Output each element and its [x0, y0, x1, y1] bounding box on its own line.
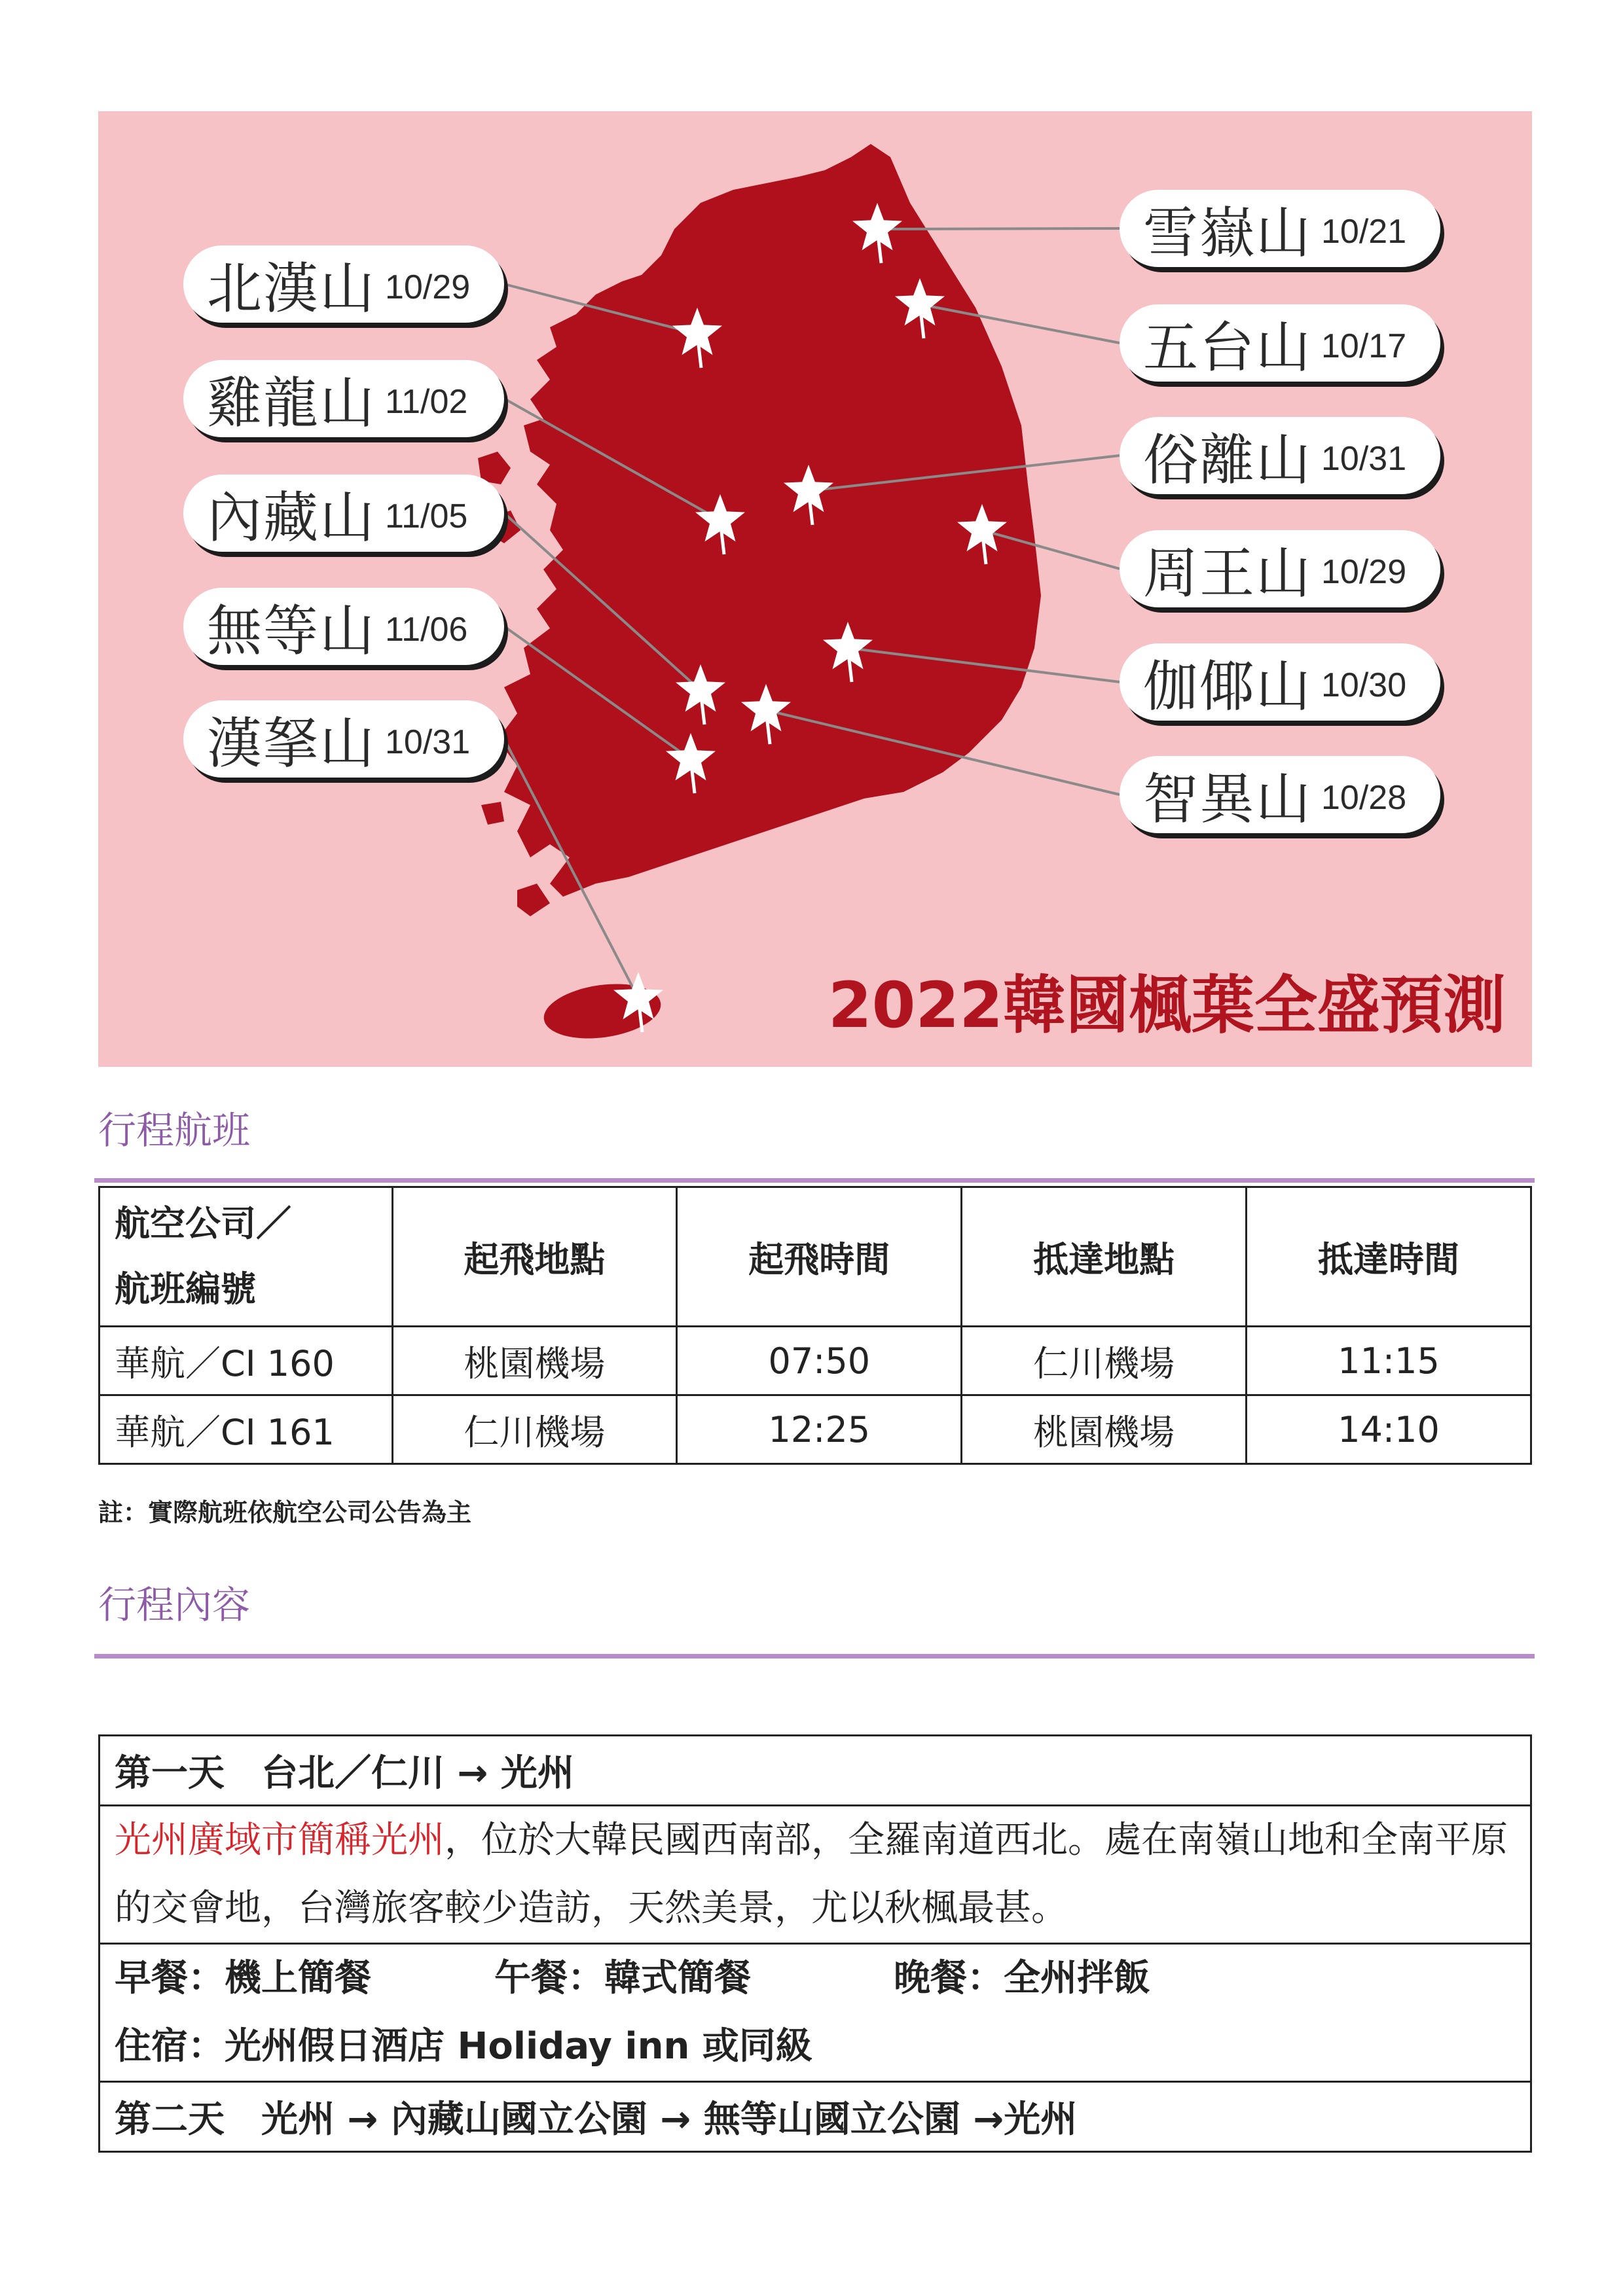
peak-date: 11/02 — [385, 383, 468, 421]
mountain-name: 無等山 — [207, 598, 376, 663]
header-depart-time: 起飛時間 — [677, 1187, 962, 1327]
peak-date: 10/31 — [1321, 440, 1407, 478]
mountain-name: 雞龍山 — [207, 370, 376, 435]
mountain-name: 伽倻山 — [1143, 654, 1313, 719]
peak-date: 10/30 — [1321, 666, 1407, 704]
leader-line — [877, 228, 1120, 229]
mountain-label — [1120, 417, 1440, 494]
mountain-name: 漢拏山 — [207, 711, 376, 776]
itinerary-divider — [94, 1654, 1535, 1659]
mountain-label — [1120, 756, 1440, 833]
day1-meals-row — [100, 1944, 1531, 2082]
mountain-name: 智異山 — [1143, 766, 1313, 831]
header-depart-place: 起飛地點 — [392, 1187, 677, 1327]
mountain-label — [183, 475, 504, 552]
header-arrive-place: 抵達地點 — [962, 1187, 1247, 1327]
cell-airline: 華航／CI 161 — [100, 1395, 393, 1464]
mountain-label — [1120, 530, 1440, 607]
peak-date: 11/05 — [385, 497, 468, 535]
cell-depart-place: 仁川機場 — [392, 1395, 677, 1464]
flights-heading: 行程航班 — [98, 1108, 251, 1153]
cell-depart-place: 桃園機場 — [392, 1327, 677, 1395]
cell-depart-time: 07:50 — [677, 1327, 962, 1395]
header-arrive-time: 抵達時間 — [1247, 1187, 1531, 1327]
day1-description — [100, 1806, 1531, 1944]
day1-meals — [100, 1944, 1531, 2082]
day2-title-row — [100, 2082, 1531, 2152]
table-row — [100, 1327, 1531, 1395]
mountain-label — [183, 245, 504, 323]
cell-arrive-place: 仁川機場 — [962, 1327, 1247, 1395]
itinerary-table — [98, 1734, 1532, 2153]
mountain-name: 五台山 — [1143, 315, 1313, 380]
lodging: 住宿：光州假日酒店 Holiday inn 或同級 — [115, 2025, 812, 2068]
foliage-map-panel — [98, 111, 1532, 1067]
peak-date: 10/17 — [1321, 327, 1407, 365]
cell-airline: 華航／CI 160 — [100, 1327, 393, 1395]
cell-arrive-place: 桃園機場 — [962, 1395, 1247, 1464]
mountain-name: 俗離山 — [1143, 427, 1313, 492]
korea-mainland — [498, 144, 1041, 897]
itinerary-heading: 行程內容 — [98, 1583, 251, 1627]
mountain-name: 雪嶽山 — [1143, 200, 1313, 265]
peak-date: 10/29 — [385, 268, 471, 306]
cell-depart-time: 12:25 — [677, 1395, 962, 1464]
flights-table — [98, 1186, 1532, 1465]
cell-arrive-time: 14:10 — [1247, 1395, 1531, 1464]
day1-title: 第一天 台北／仁川 → 光州 — [100, 1736, 1531, 1806]
mountain-label — [183, 588, 504, 665]
map-title: 2022韓國楓葉全盛預測 — [828, 969, 1506, 1042]
flights-divider — [94, 1178, 1535, 1183]
flight-note: 註：實際航班依航空公司公告為主 — [98, 1498, 472, 1527]
lunch: 午餐：韓式簡餐 — [494, 1957, 751, 2000]
day1-desc-row — [100, 1806, 1531, 1944]
table-row — [100, 1395, 1531, 1464]
day1-description-text: ，位於大韓民國西南部，全羅南道西北。處在南嶺山地和全南平原的交會地，台灣旅客較少造訪，天然美景，尤以秋楓最甚。 — [115, 1819, 1508, 1929]
city-name-highlight: 光州廣域市簡稱光州 — [115, 1819, 445, 1861]
peak-date: 10/31 — [385, 723, 471, 761]
day2-title: 第二天 光州 → 內藏山國立公園 → 無等山國立公園 →光州 — [100, 2082, 1531, 2152]
mountain-name: 北漢山 — [207, 256, 376, 321]
flights-header-row — [100, 1187, 1531, 1327]
dinner: 晚餐：全州拌飯 — [894, 1957, 1150, 2000]
cell-arrive-time: 11:15 — [1247, 1327, 1531, 1395]
peak-date: 11/06 — [385, 611, 468, 649]
peak-date: 10/21 — [1321, 213, 1407, 251]
breakfast: 早餐：機上簡餐 — [115, 1957, 371, 2000]
mountain-name: 周王山 — [1143, 541, 1313, 605]
mountain-label — [1120, 190, 1440, 267]
mountain-label — [1120, 304, 1440, 382]
mountain-label — [1120, 643, 1440, 721]
mountain-label — [183, 360, 504, 437]
peak-date: 10/29 — [1321, 553, 1407, 591]
header-airline: 航空公司／ 航班編號 — [100, 1187, 393, 1327]
mountain-name: 內藏山 — [207, 485, 376, 550]
day1-title-row — [100, 1736, 1531, 1806]
mountain-label — [183, 700, 504, 778]
peak-date: 10/28 — [1321, 779, 1407, 817]
